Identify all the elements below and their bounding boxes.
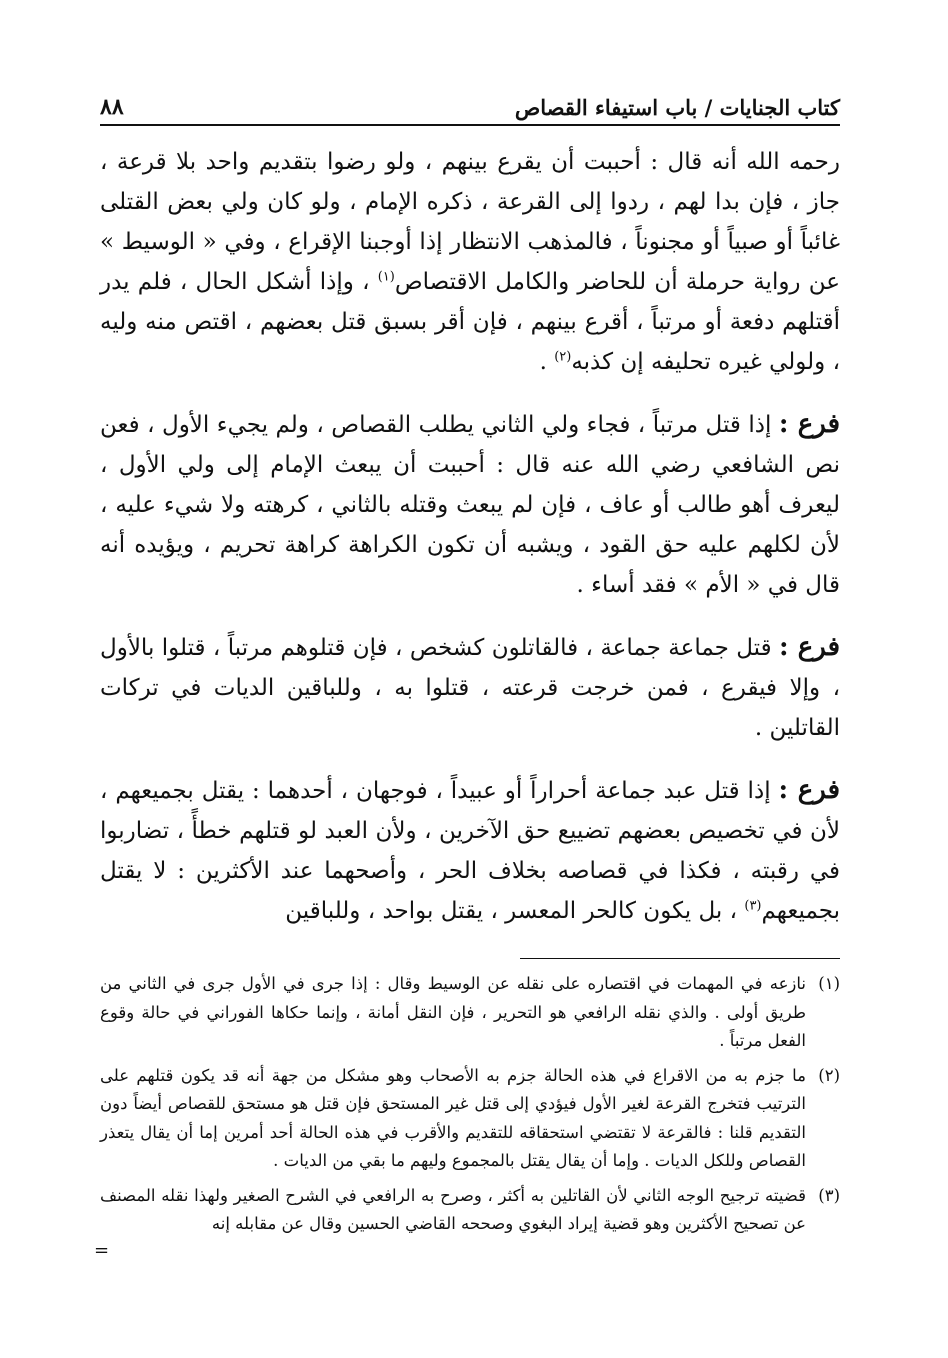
footnote	[100, 970, 840, 1056]
footnote-number: (١)	[818, 974, 840, 993]
footnote-ref: (٢)	[554, 349, 572, 365]
footnote-text: ما جزم به من الاقراع في هذه الحالة جزم به الأصحاب وهو مشكل من جهة أنه قد يكون قتلهم على الترتيب فتخرج القرعة لغير الأول فيؤدي إلى قتل غير المستحق فإن قتل هو مستحق للقصاص أيضاً دون التقديم قلنا : فالقرعة لا تقتضي استحقاقه للتقديم والأقرب في هذه الحالة أحد أمرين إما أن يقال يتعذر القصاص وللكل الديات . وإما أن يقال يقتل بالمجموع وليهم ما بقي من الديات .	[100, 1065, 806, 1170]
footnote-number: (٢)	[818, 1065, 840, 1085]
footnote-text: نازعه في المهمات في اقتصاره على نقله عن الوسيط وقال : إذا جرى في الأول جرى في الثاني من طريق أولى . والذي نقله الرافعي هو التحرير ، فإن النقل أمانة ، وإنما حكاها الفوراني في حالة وقوع الفعل مرتباً .	[100, 974, 806, 1050]
header-title: كتاب الجنايات / باب استيفاء القصاص	[514, 95, 840, 120]
main-text	[100, 142, 840, 931]
paragraph	[100, 770, 840, 931]
paragraph-text: .	[539, 349, 555, 375]
paragraph-text: إذا قتل عبد جماعة أحراراً أو عبيداً ، فوجهان ، أحدهما : يقتل بجميعهم ، لأن في تخصيص بعضهم تضييع حق الآخرين ، ولأن العبد لو قتلهم خطأً ، تضاربوا في رقبته ، فكذا في قصاصه بخلاف الحر ، وأصحهما عند الأكثرين : لا يقتل بجميعهم	[100, 778, 840, 924]
footnote	[100, 1062, 840, 1176]
paragraph-text: إذا قتل مرتباً ، فجاء ولي الثاني يطلب القصاص ، ولم يجيء الأول ، فعن نص الشافعي رضي الله عنه قال : أحببت أن يبعث الإمام إلى ولي الأول ، ليعرف أهو طالب أو عاف ، فإن لم يبعث وقتله بالثاني ، كرهته ولا شيء عليه ، لأن لكلهم عليه حق القود ، ويشبه أن تكون الكراهة كراهة تحريم ، ويؤيده أنه قال في « الأم » فقد أساء .	[100, 412, 840, 598]
paragraph-text: ، بل يكون كالحر المعسر ، يقتل بواحد ، وللباقين	[285, 898, 745, 924]
paragraph	[100, 627, 840, 748]
header-divider	[100, 124, 840, 126]
footnotes	[100, 970, 840, 1245]
footnote	[100, 1182, 840, 1239]
footnote-divider	[520, 958, 840, 959]
section-label: فرع :	[778, 632, 840, 662]
footnote-ref: (١)	[377, 269, 395, 285]
paragraph	[100, 404, 840, 605]
footnote-number: (٣)	[818, 1185, 840, 1205]
running-header	[100, 80, 840, 120]
footnote-text: قضيته ترجيح الوجه الثاني لأن القاتلين به أكثر ، وصرح به الرافعي في الشرح الصغير ولهذا نقله المصنف عن تصحيح الأكثرين وهو قضية إيراد البغوي وصححه القاضي الحسين وقال عن مقابله إنه	[100, 1185, 806, 1233]
continuation-mark: =	[94, 1240, 110, 1261]
paragraph-text: رحمه الله أنه قال : أحببت أن يقرع بينهم ، ولو رضوا بتقديم واحد بلا قرعة ، جاز ، فإن بدا لهم ، ردوا إلى القرعة ، ذكره الإمام ، ولو كان ولي بعض القتلى غائباً أو صبياً أو مجنوناً ، فالمذهب الانتظار إذا أوجبنا الإقراع ، وفي « الوسيط » عن رواية حرملة أن للحاضر والكامل الاقتصاص	[100, 149, 840, 295]
page-number: ٨٨	[100, 94, 124, 120]
paragraph-text: قتل جماعة جماعة ، فالقاتلون كشخص ، فإن قتلوهم مرتباً ، قتلوا بالأول ، وإلا فيقرع ، فمن خرجت قرعته ، قتلوا به ، وللباقين الديات في تركات القاتلين .	[100, 635, 840, 741]
section-label: فرع :	[778, 775, 841, 805]
section-label: فرع :	[778, 409, 840, 439]
paragraph	[100, 142, 840, 382]
footnote-ref: (٣)	[744, 898, 762, 914]
paragraph-text: ، وإذا أشكل الحال ، فلم يدر أقتلهم دفعة أو مرتباً ، أقرع بينهم ، فإن أقر بسبق قتل بعضهم ، اقتص منه وليه ، ولولي غيره تحليفه إن كذبه	[100, 269, 840, 375]
